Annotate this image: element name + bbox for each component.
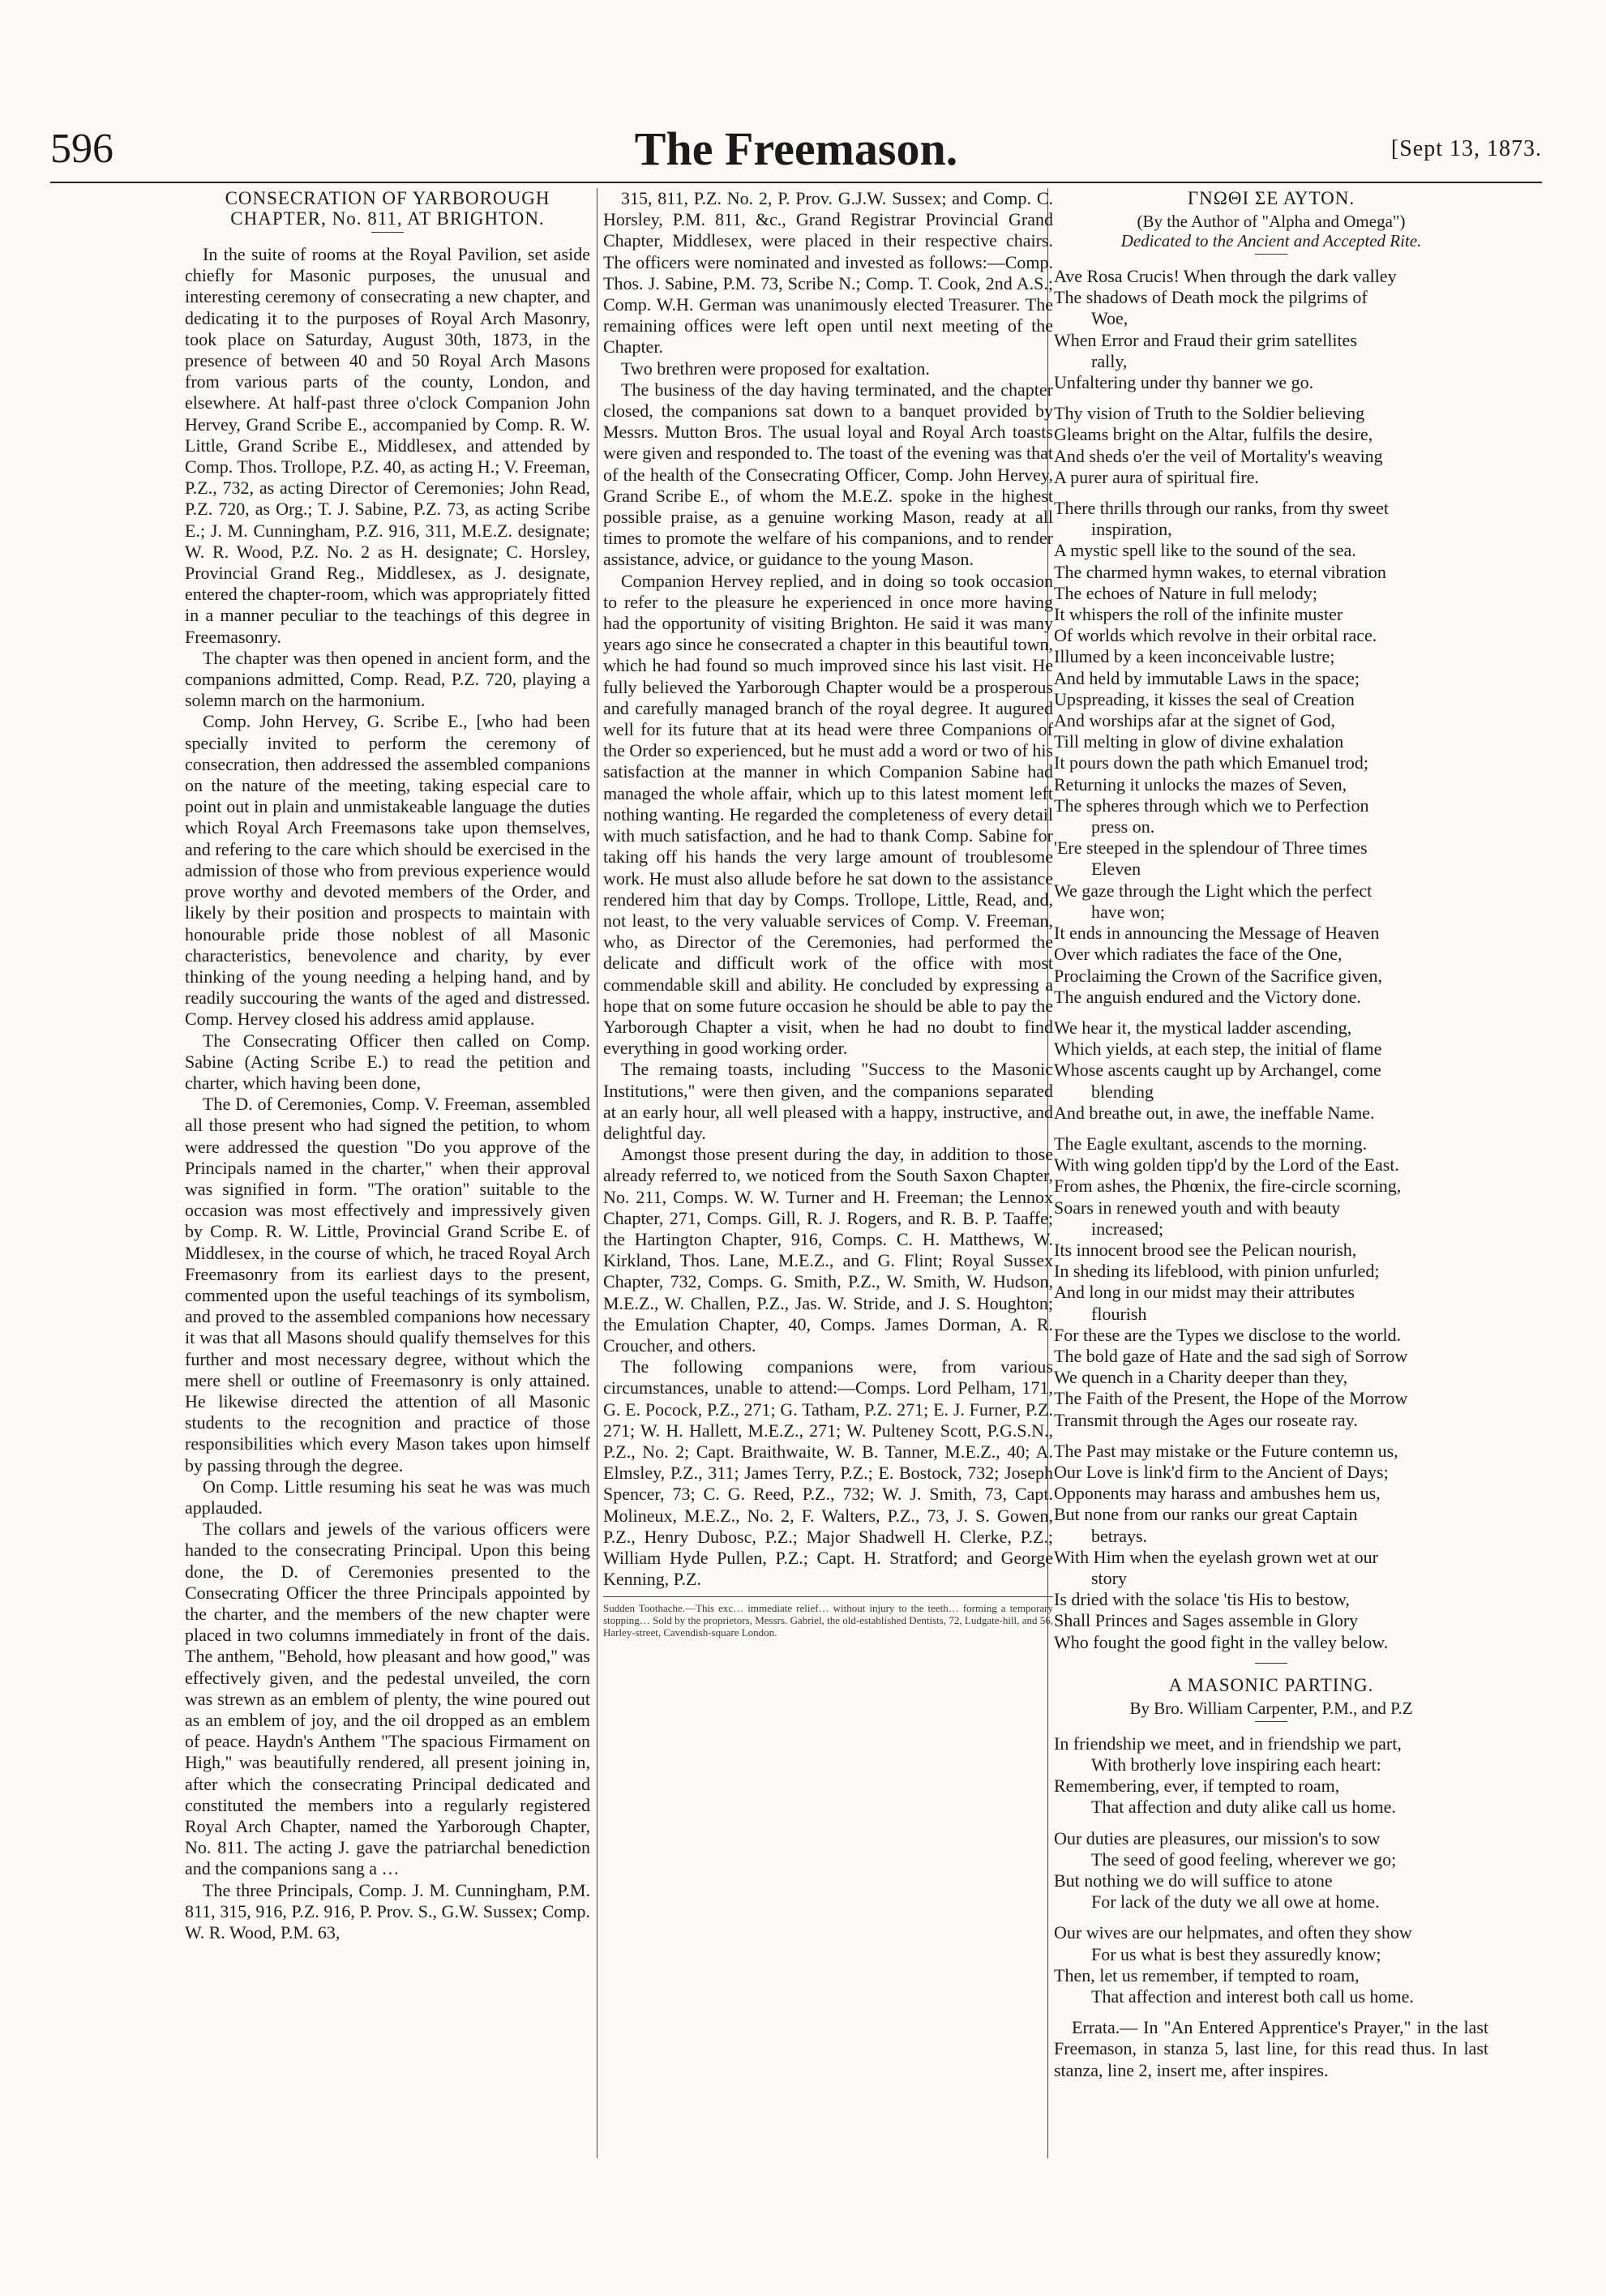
paragraph: Companion Hervey replied, and in doing so took occasion to refer to the pleasure he experienced in once more having had the opportunity of visiting Brighton. He said it was many years ago since he consecrated a chapter in this beautiful town, which he had found so much improved since his last visit. He fully believed the Yarborough Chapter would be a prosperous and carefully managed branch of the royal degree. It augured well for its future that at its head were three Companions of the Order so experienced, but he must add a word or two of his satisfaction at the manner in which Companion Sabine had managed the whole affair, which up to this latest moment left nothing wanting. He regarded the completeness of every detail with much satisfaction, and he had to thank Comp. Sabine for taking off his hands the very large amount of troublesome work. He must also allude before he sat down to the assistance rendered him that day by Comps. Trollope, Little, Read, and, not least, to the very valuable services of Comp. V. Freeman, who, as Director of the Ceremonies, had performed the delicate and difficult work of the office with most commendable skill and ability. He concluded by expressing a hope that on some future occasion he should be able to pay the Yarborough Chapter a visit, when he had no doubt to find everything in good working order.	[603, 570, 1053, 1059]
verse-line: Is dried with the solace 'tis His to bestow,	[1054, 1589, 1350, 1610]
verse-line: Upspreading, it kisses the seal of Creation	[1054, 688, 1355, 709]
verse-line: And held by immutable Laws in the space;	[1054, 667, 1360, 688]
verse-line: It ends in announcing the Message of Heaven	[1054, 923, 1380, 944]
verse-line: 'Ere steeped in the splendour of Three times	[1054, 837, 1368, 859]
verse-line: Thy vision of Truth to the Soldier believing	[1054, 403, 1365, 424]
verse-line: A mystic spell like to the sound of the sea.	[1054, 540, 1356, 561]
newspaper-title: The Freemason.	[634, 122, 958, 175]
paragraph: The chapter was then opened in ancient form, and the companions admitted, Comp. Read, P.Z. 720, playing a solemn march on the harmonium.	[185, 647, 590, 711]
verse-line: Transmit through the Ages our roseate ray.	[1054, 1409, 1358, 1430]
verse-line: That affection and duty alike call us home.	[1091, 1797, 1396, 1818]
paragraph: Amongst those present during the day, in addition to those already referred to, we noticed from the South Saxon Chapter, No. 211, Comps. W. W. Turner and H. Freeman; the Lennox Chapter, 271, Comps. Gill, R. J. Rogers, and R. B. P. Taaffe; the Hartington Chapter, 916, Comps. C. H. Matthews, W. Kirkland, Thos. Lane, M.E.Z., and G. Flint; Royal Sussex Chapter, 732, Comps. G. Smith, P.Z., W. Smith, W. Hudson, M.E.Z., W. Challen, P.Z., Jas. W. Stride, and J. S. Houghton; the Emulation Chapter, 40, Comps. James Dorman, A. R. Croucher, and others.	[603, 1144, 1053, 1356]
stanza	[1054, 1133, 1488, 1431]
verse-line: press on.	[1091, 816, 1155, 837]
verse-line: For these are the Types we disclose to the world.	[1054, 1324, 1402, 1345]
verse-line: Woe,	[1091, 308, 1128, 329]
verse-line: The charmed hymn wakes, to eternal vibration	[1054, 561, 1386, 582]
paragraph: The remaing toasts, including "Success to the Masonic Institutions," were then given, and the companions separated at an early hour, all well pleased with a happy, instructive, and delightful day.	[603, 1059, 1053, 1143]
verse-line: A purer aura of spiritual fire.	[1054, 466, 1259, 487]
verse-line: Who fought the good fight in the valley below.	[1054, 1631, 1389, 1652]
heading-rule	[371, 232, 404, 233]
advertisement: Sudden Toothache.—This exc… immediate relief… without injury to the teeth… forming a temporary stopping… Sold by the proprietors, Messrs. Gabriel, the old-established Dentists, 72, Ludgate-hill, and 56, Harley-street, Cavendish-square London.	[603, 1596, 1053, 1638]
verse-line: Till melting in glow of divine exhalation	[1054, 731, 1344, 752]
stanza	[1054, 1828, 1488, 1913]
article-heading: CONSECRATION OF YARBOROUGH CHAPTER, No. 811, AT BRIGHTON.	[225, 188, 550, 229]
paragraph: The following companions were, from various circumstances, unable to attend:—Comps. Lord Pelham, 171, G. E. Pocock, P.Z., 271; G. Tatham, P.Z. 271; E. J. Furner, P.Z. 271; W. H. Hallett, M.E.Z., 271; W. Pulteney Scott, P.G.S.N., P.Z., No. 2; Capt. Braithwaite, W. B. Tanner, M.E.Z., 40; A. Elmsley, P.Z., 311; James Terry, P.Z.; E. Bostock, 732; Joseph Spencer, 73; C. G. Reed, P.Z., 732; W. J. Smith, 73, Capt. Molineux, M.E.Z., No. 2, F. Walters, P.Z., 73, J. S. Gowen, P.Z., Henry Dubosc, P.Z.; Major Shadwell H. Clerke, P.Z.; William Hyde Pullen, P.Z.; Capt. H. Stratford; and George Kenning, P.Z.	[603, 1356, 1053, 1590]
stanza	[1054, 266, 1488, 393]
verse-line: And long in our midst may their attributes	[1054, 1282, 1355, 1303]
verse-line: We hear it, the mystical ladder ascending,	[1054, 1017, 1352, 1038]
verse-line: Our wives are our helpmates, and often they show	[1054, 1922, 1412, 1943]
article-body-continued	[603, 188, 1053, 1590]
column-2	[603, 188, 1053, 1638]
verse-line: Proclaiming the Crown of the Sacrifice given,	[1054, 965, 1383, 986]
verse-line: Which yields, at each step, the initial of flame	[1054, 1039, 1382, 1060]
verse-line: From ashes, the Phœnix, the fire-circle scorning,	[1054, 1176, 1402, 1197]
verse-line: We gaze through the Light which the perfect	[1054, 880, 1373, 901]
verse-line: The Faith of the Present, the Hope of the Morrow	[1054, 1388, 1408, 1409]
poem2-body	[1054, 1733, 1488, 2007]
verse-line: In friendship we meet, and in friendship we part,	[1054, 1733, 1402, 1754]
page-number: 596	[50, 126, 113, 172]
verse-line: The spheres through which we to Perfection	[1054, 795, 1369, 816]
verse-line: Over which radiates the face of the One,	[1054, 944, 1343, 965]
verse-line: Of worlds which revolve in their orbital race.	[1054, 625, 1377, 646]
issue-date: [Sept 13, 1873.	[1390, 136, 1542, 161]
poem-byline: (By the Author of "Alpha and Omega")	[1137, 212, 1406, 231]
column-1	[185, 188, 590, 1943]
stanza	[1054, 1017, 1488, 1124]
verse-line: Returning it unlocks the mazes of Seven,	[1054, 773, 1347, 795]
verse-line: inspiration,	[1091, 519, 1172, 540]
verse-line: With brotherly love inspiring each heart:	[1091, 1754, 1381, 1775]
verse-line: The anguish endured and the Victory done.	[1054, 986, 1361, 1007]
paragraph: 315, 811, P.Z. No. 2, P. Prov. G.J.W. Sussex; and Comp. C. Horsley, P.M. 811, &c., Grand Registrar Provincial Grand Chapter, Middlesex, were placed in their respective chairs. The officers were nominated and invested as follows:—Comp. Thos. J. Sabine, P.M. 73, Scribe N.; Comp. T. Cook, 2nd A.S.; Comp. W.H. German was unanimously elected Treasurer. The remaining offices were left open until next meeting of the Chapter.	[603, 188, 1053, 358]
verse-line: Whose ascents caught up by Archangel, come	[1054, 1060, 1381, 1081]
verse-line: blending	[1091, 1081, 1154, 1102]
paragraph: The collars and jewels of the various officers were handed to the consecrating Principal. Upon this being done, the D. of Ceremonies presented to the Consecrating Officer the three Principals appointed by the charter, and the members of the new chapter were placed in two columns immediately in front of the dais. The anthem, "Behold, how pleasant and how good," was effectively given, and the pedestal unveiled, the corn was strewn as an emblem of plenty, the wine poured out as an emblem of joy, and the oil dropped as an emblem of peace. Haydn's Anthem "The spacious Firmament on High," was beautifully rendered, all present joining in, after which the consecrating Principal dedicated and constituted the members into a regularly registered Royal Arch Chapter, named the Yarborough Chapter, No. 811. The acting J. gave the patriarchal benediction and the companions sang a …	[185, 1519, 590, 1879]
verse-line: flourish	[1091, 1303, 1147, 1324]
verse-line: There thrills through our ranks, from thy sweet	[1054, 498, 1390, 519]
paragraph: The D. of Ceremonies, Comp. V. Freeman, assembled all those present who had signed the petition, to whom were addressed the question "Do you approve of the Principals named in the charter," when their approval was signified in form. "The oration" suitable to the occasion was most effectively and impressively given by Comp. R. W. Little, Provincial Grand Scribe E. of Middlesex, in the course of which, he traced Royal Arch Freemasonry from its earliest days to the present, commented upon the useful teachings of its symbolism, and proved to the assembled companions how necessary it was that all Masons should qualify themselves for this further and most necessary degree, without which the mere shell or outline of Freemasonry is only attained. He likewise directed the attention of all Masonic students to the recognition and practice of those responsibilities which every Mason takes upon himself by passing through the degree.	[185, 1094, 590, 1476]
verse-line: And worships afar at the signet of God,	[1054, 710, 1336, 731]
poem-heading: ΓΝΩΘΙ ΣΕ ΑΥΤΟΝ.	[1187, 188, 1355, 208]
verse-line: And breathe out, in awe, the ineffable Name.	[1054, 1102, 1375, 1123]
article-body	[185, 244, 590, 1943]
poem-dedication: Dedicated to the Ancient and Accepted Rite.	[1120, 231, 1422, 251]
stanza	[1054, 498, 1488, 1008]
paragraph: Two brethren were proposed for exaltation.	[621, 358, 930, 379]
verse-line: But none from our ranks our great Captain	[1054, 1504, 1358, 1525]
verse-line: Gleams bright on the Altar, fulfils the desire,	[1054, 424, 1373, 445]
paragraph: The Consecrating Officer then called on Comp. Sabine (Acting Scribe E.) to read the petition and charter, which having been done,	[185, 1030, 590, 1093]
heading-rule	[1255, 1721, 1287, 1722]
verse-line: The shadows of Death mock the pilgrims of	[1054, 287, 1368, 308]
verse-line: It whispers the roll of the infinite muster	[1054, 604, 1343, 625]
verse-line: Soars in renewed youth and with beauty	[1054, 1197, 1341, 1218]
verse-line: For us what is best they assuredly know;	[1091, 1943, 1381, 1964]
verse-line: Eleven	[1091, 859, 1141, 880]
verse-line: The bold gaze of Hate and the sad sigh of Sorrow	[1054, 1345, 1408, 1366]
verse-line: Ave Rosa Crucis! When through the dark valley	[1054, 266, 1397, 286]
verse-line: For lack of the duty we all owe at home.	[1091, 1891, 1380, 1913]
stanza	[1054, 1733, 1488, 1818]
section-rule	[1255, 1663, 1287, 1664]
stanza	[1054, 1922, 1488, 2007]
verse-line: The seed of good feeling, wherever we go;	[1091, 1848, 1397, 1870]
poem2-byline: By Bro. William Carpenter, P.M., and P.Z	[1129, 1698, 1413, 1718]
verse-line: Our Love is link'd firm to the Ancient of Days;	[1054, 1461, 1389, 1482]
verse-line: betrays.	[1091, 1525, 1148, 1546]
verse-line: Shall Princes and Sages assemble in Glory	[1054, 1610, 1359, 1631]
paragraph: The three Principals, Comp. J. M. Cunningham, P.M. 811, 315, 916, P.Z. 916, P. Prov. S., G.W. Sussex; Comp. W. R. Wood, P.M. 63,	[185, 1879, 590, 1943]
verse-line: Our duties are pleasures, our mission's to sow	[1054, 1827, 1381, 1848]
verse-line: That affection and interest both call us home.	[1091, 1986, 1414, 2007]
paragraph: The business of the day having terminated, and the chapter closed, the companions sat down to a banquet provided by Messrs. Mutton Bros. The usual loyal and Royal Arch toasts were given and responded to. The toast of the evening was that of the health of the Consecrating Officer, Comp. John Hervey, Grand Scribe E., of whom the M.E.Z. spoke in the highest possible praise, as a genuine working Mason, ready at all times to promote the welfare of his companions, and to render assistance, advice, or guidance to the young Mason.	[603, 379, 1053, 570]
verse-line: When Error and Fraud their grim satellites	[1054, 329, 1357, 350]
verse-line: The echoes of Nature in full melody;	[1054, 582, 1318, 603]
verse-line: increased;	[1091, 1218, 1164, 1239]
poem2-heading: A MASONIC PARTING.	[1168, 1674, 1374, 1695]
verse-line: Its innocent brood see the Pelican nourish,	[1054, 1239, 1357, 1260]
stanza	[1054, 403, 1488, 488]
masthead	[50, 122, 1542, 180]
verse-line: The Past may mistake or the Future contemn us,	[1054, 1440, 1398, 1461]
heading-rule	[1255, 254, 1287, 255]
verse-line: And sheds o'er the veil of Mortality's weaving	[1054, 445, 1383, 466]
paragraph: On Comp. Little resuming his seat he was was much applauded.	[185, 1476, 590, 1518]
verse-line: The Eagle exultant, ascends to the morning.	[1054, 1133, 1368, 1154]
stanza	[1054, 1441, 1488, 1653]
paragraph: In the suite of rooms at the Royal Pavilion, set aside chiefly for Masonic purposes, the unusual and interesting ceremony of consecrating a new chapter, and dedicating it to the purposes of Royal Arch Masonry, took place on Saturday, August 30th, 1873, in the presence of between 40 and 50 Royal Arch Masons from various parts of the county, London, and elsewhere. At half-past three o'clock Companion John Hervey, Grand Scribe E., accompanied by Comp. R. W. Little, Grand Scribe E., Middlesex, and attended by Comp. Thos. Trollope, P.Z. 40, as acting H.; V. Freeman, P.Z., 732, as acting Director of Ceremonies; John Read, P.Z. 720, as Org.; T. J. Sabine, P.Z. 73, as acting Scribe E.; J. M. Cunningham, P.Z. 916, 311, M.E.Z. designate; W. R. Wood, P.Z. No. 2 as H. designate; C. Horsley, Provincial Grand Reg., Middlesex, as J. designate, entered the chapter-room, which was appropriately fitted in a manner peculiar to the teachings of this degree in Freemasonry.	[185, 244, 590, 647]
verse-line: But nothing we do will suffice to atone	[1054, 1870, 1333, 1891]
column-3	[1054, 188, 1488, 2081]
verse-line: have won;	[1091, 901, 1166, 922]
verse-line: With wing golden tipp'd by the Lord of the East.	[1054, 1154, 1399, 1176]
verse-line: story	[1091, 1567, 1127, 1588]
verse-line: Remembering, ever, if tempted to roam,	[1054, 1776, 1340, 1797]
verse-line: Unfaltering under thy banner we go.	[1054, 372, 1314, 393]
header-rule	[50, 182, 1542, 183]
verse-line: Illumed by a keen inconceivable lustre;	[1054, 646, 1335, 667]
poem-body	[1054, 266, 1488, 1653]
errata-note: Errata.— In "An Entered Apprentice's Prayer," in the last Freemason, in stanza 5, last line, for this read thus. In last stanza, line 2, insert me, after inspires.	[1054, 2017, 1488, 2080]
verse-line: rally,	[1091, 350, 1128, 371]
verse-line: With Him when the eyelash grown wet at our	[1054, 1546, 1378, 1567]
verse-line: Opponents may harass and ambushes hem us,	[1054, 1483, 1381, 1504]
paragraph: Comp. John Hervey, G. Scribe E., [who had been specially invited to perform the ceremony of consecration, then addressed the assembled companions on the nature of the meeting, taking especial care to point out in plain and unmistakeable language the duties which Royal Arch Freemasons take upon themselves, and refering to the care which should be exercised in the admission of those who from previous experience would prove worthy and devoted members of the Order, and likely by their position and prospects to maintain with honourable pride those noblest of all Masonic characteristics, benevolence and charity, by ever thinking of the young needing a helping hand, and by readily succouring the wants of the aged and distressed. Comp. Hervey closed his address amid applause.	[185, 711, 590, 1030]
verse-line: In sheding its lifeblood, with pinion unfurled;	[1054, 1261, 1380, 1282]
verse-line: We quench in a Charity deeper than they,	[1054, 1367, 1348, 1388]
verse-line: It pours down the path which Emanuel trod;	[1054, 752, 1368, 773]
verse-line: Then, let us remember, if tempted to roam,	[1054, 1964, 1360, 1985]
